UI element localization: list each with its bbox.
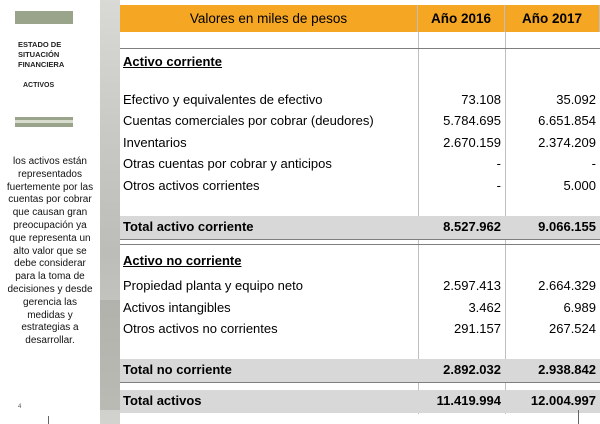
value-2016: 291.157	[454, 321, 501, 336]
grand-total-row	[120, 390, 600, 413]
value-2017: -	[591, 156, 596, 171]
value-2017: 6.651.854	[538, 113, 596, 128]
section-heading-current: Activo corriente	[123, 54, 222, 69]
divider-line-left	[48, 416, 49, 424]
table-row	[120, 110, 600, 132]
total-2017: 2.938.842	[538, 362, 596, 377]
value-2017: 5.000	[563, 178, 596, 193]
total-label: Total activo corriente	[123, 219, 254, 234]
row-label: Inventarios	[123, 135, 187, 150]
value-2016: 73.108	[461, 92, 501, 107]
row-label: Cuentas comerciales por cobrar (deudores)	[123, 113, 374, 128]
row-divider	[120, 244, 600, 245]
value-2016: 2.670.159	[443, 135, 501, 150]
sidebar-subtitle: ACTIVOS	[23, 82, 55, 89]
sidebar-note: los activos están representados fuertemente por las cuentas por cobrar que causan gran preocupación ya que representa un alto valor que se debe considerar para la toma de decisiones y desde gerencia las medidas y estrategias a desarrollar.	[6, 156, 94, 347]
total-label: Total no corriente	[123, 362, 232, 377]
total-2017: 12.004.997	[530, 393, 596, 408]
row-divider	[120, 382, 600, 383]
row-label: Otros activos no corrientes	[123, 321, 278, 336]
row-divider	[120, 239, 600, 240]
total-row-current	[120, 216, 600, 239]
table-row	[120, 275, 600, 297]
row-label: Activos intangibles	[123, 300, 231, 315]
value-2017: 2.374.209	[538, 135, 596, 150]
table-row	[120, 318, 600, 340]
header-cell-year-2017: Año 2017	[505, 5, 600, 32]
page-number: 4	[18, 404, 22, 410]
total-2017: 9.066.155	[538, 219, 596, 234]
row-label: Propiedad planta y equipo neto	[123, 278, 303, 293]
total-2016: 11.419.994	[436, 393, 501, 408]
value-2017: 35.092	[556, 92, 596, 107]
balance-sheet-table	[120, 0, 600, 414]
total-label: Total activos	[123, 393, 202, 408]
sidebar	[0, 0, 100, 424]
row-label: Efectivo y equivalentes de efectivo	[123, 92, 323, 107]
header-cell-year-2016: Año 2016	[418, 5, 505, 32]
table-row	[120, 153, 600, 175]
decorative-bar-middle	[15, 117, 73, 127]
row-label: Otros activos corrientes	[123, 178, 260, 193]
table-row	[120, 175, 600, 197]
row-label: Otras cuentas por cobrar y anticipos	[123, 156, 332, 171]
value-2016: 5.784.695	[443, 113, 501, 128]
row-divider	[120, 48, 600, 49]
total-2016: 2.892.032	[443, 362, 501, 377]
background-photo-strip	[100, 0, 120, 424]
total-2016: 8.527.962	[443, 219, 501, 234]
sidebar-title: ESTADO DE SITUACIÓN FINANCIERA	[18, 40, 65, 69]
header-cell-label: Valores en miles de pesos	[120, 5, 418, 32]
section-heading-noncurrent: Activo no corriente	[123, 253, 242, 268]
table-row	[120, 297, 600, 319]
value-2016: 3.462	[468, 300, 501, 315]
decorative-bar-top	[15, 11, 73, 24]
value-2017: 2.664.329	[538, 278, 596, 293]
value-2016: 2.597.413	[443, 278, 501, 293]
table-row	[120, 89, 600, 111]
total-row-noncurrent	[120, 359, 600, 382]
value-2016: -	[496, 156, 501, 171]
value-2017: 6.989	[563, 300, 596, 315]
divider-line-right	[578, 410, 579, 424]
table-row	[120, 132, 600, 154]
value-2017: 267.524	[549, 321, 596, 336]
value-2016: -	[496, 178, 501, 193]
